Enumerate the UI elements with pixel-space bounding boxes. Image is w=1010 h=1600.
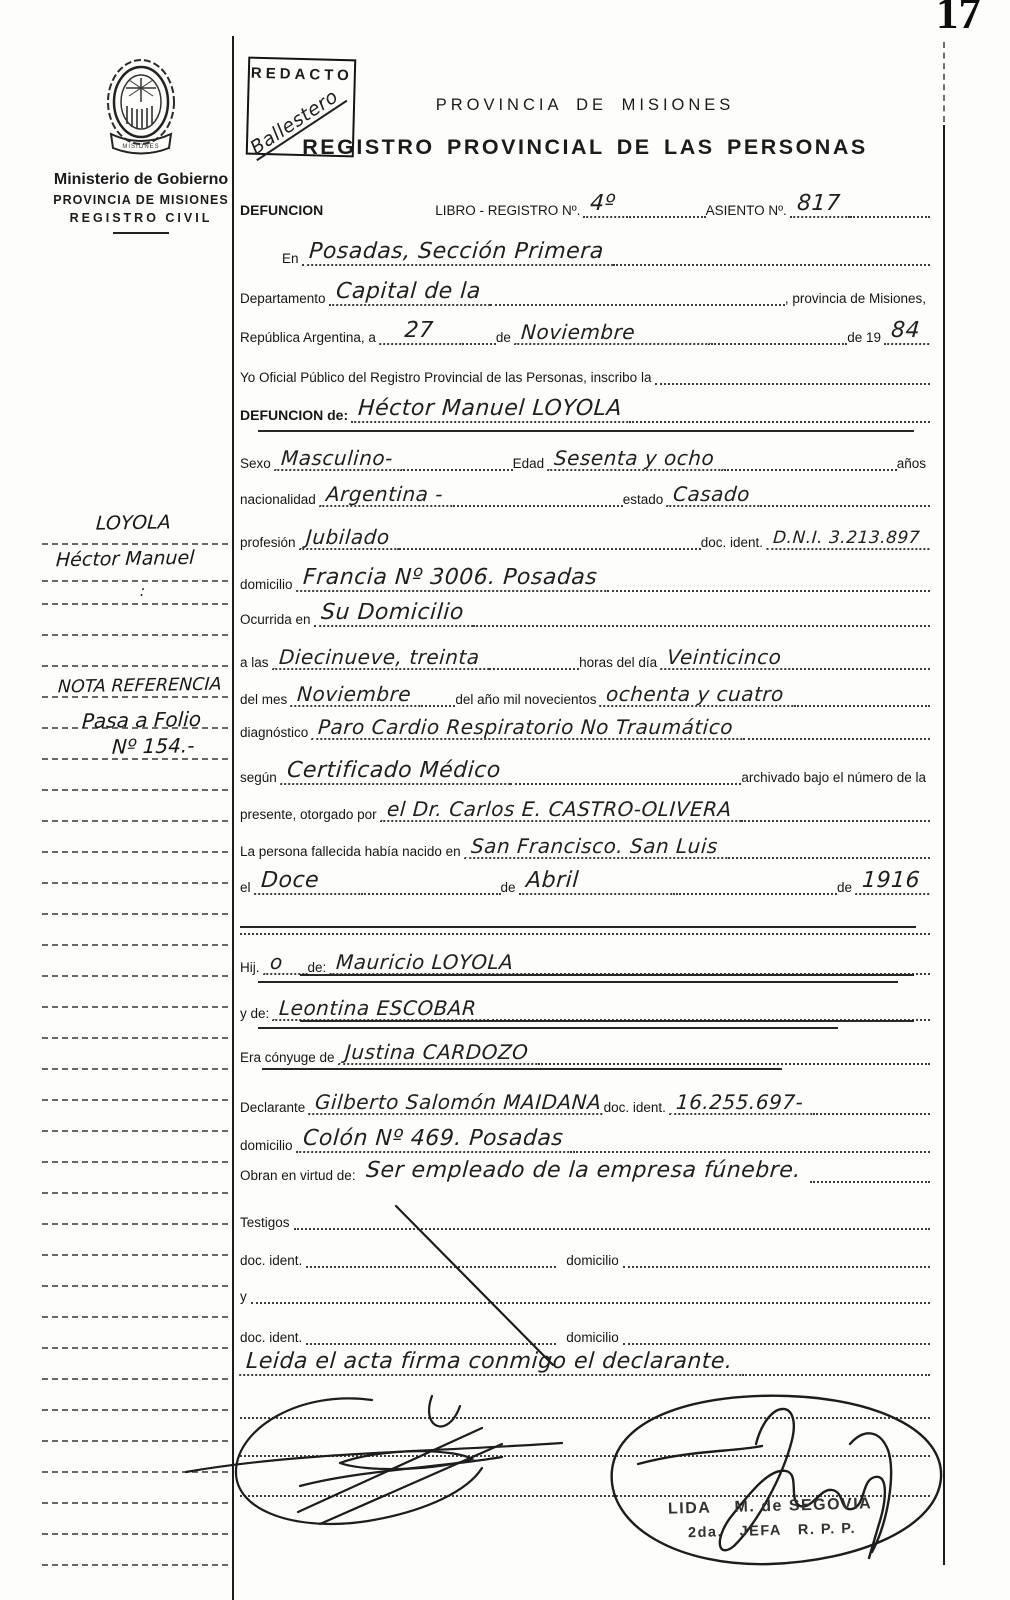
- dotted-leader: [613, 264, 930, 266]
- hijo-de-label: de:: [307, 959, 327, 975]
- dotted-leader: [306, 1266, 556, 1268]
- segun-value: Certificado Médico: [280, 760, 511, 785]
- margin-line: [42, 580, 228, 582]
- dom-declarante-label: domicilio: [240, 1137, 293, 1153]
- official-stamp-title: 2da. JEFA R. P. P.: [687, 1520, 857, 1542]
- fecha-label: República Argentina, a: [240, 329, 376, 345]
- fecha-nac-label: el: [240, 879, 251, 895]
- fecha-nac-de1: de: [500, 879, 516, 895]
- dom-declarante-value: Colón Nº 469. Posadas: [296, 1128, 574, 1153]
- dotted-leader: [251, 1302, 930, 1304]
- form-right-border-dashed: [943, 42, 945, 122]
- form-left-border: [232, 36, 234, 1600]
- margin-line: [42, 543, 228, 545]
- field-row-mes: [240, 681, 930, 707]
- declarante-doc-value: 16.255.697-: [669, 1092, 814, 1115]
- field-row-diagnostico: [240, 714, 930, 740]
- fecha-de2: de 19: [847, 329, 881, 345]
- margin-note-given-name: Héctor Manuel: [55, 546, 196, 572]
- page-number: 17: [936, 0, 981, 38]
- hora-label: a las: [240, 654, 269, 670]
- title-registry: REGISTRO PROVINCIAL DE LAS PERSONAS: [302, 135, 868, 159]
- field-row-defuncion: [240, 397, 930, 423]
- hora-value: Diecinueve, treinta: [272, 647, 490, 670]
- fecha-nac-value: Doce: [254, 870, 362, 895]
- nacionalidad-value: Argentina -: [319, 484, 454, 507]
- dotted-leader: [794, 705, 930, 707]
- dotted-leader: [361, 893, 501, 895]
- margin-line: [42, 1037, 228, 1039]
- edad-value: Sesenta y ocho: [547, 448, 725, 471]
- madre-underline-1: [300, 1020, 914, 1022]
- field-row-conyuge: [240, 1039, 930, 1065]
- padre-underline-1: [300, 974, 914, 976]
- padre-underline-2: [258, 981, 898, 983]
- dotted-leader: [462, 343, 496, 345]
- obran-value: Ser empleado de la empresa fúnebre.: [364, 1158, 802, 1183]
- margin-line: [42, 1068, 228, 1070]
- field-row-domicilio: [240, 566, 930, 592]
- margin-line: [42, 1099, 228, 1101]
- testigo1-dom-label: domicilio: [566, 1252, 619, 1268]
- departamento-suffix: , provincia de Misiones,: [784, 290, 926, 306]
- domicilio-value: Francia Nº 3006. Posadas: [296, 567, 608, 592]
- margin-line: [42, 1471, 228, 1473]
- dotted-leader: [728, 857, 930, 859]
- civil-registry-name: REGISTRO CIVIL: [69, 211, 213, 225]
- svg-text:MISIONES: MISIONES: [122, 144, 160, 150]
- official-stamp-name: LIDA M. de SEGOVIA: [667, 1495, 873, 1518]
- fecha-month: Noviembre: [514, 322, 712, 345]
- declarant-signature: [186, 1396, 562, 1524]
- diagnostico-value: Paro Cardio Respiratorio No Traumático: [312, 717, 745, 740]
- margin-note-colon: :: [139, 581, 146, 601]
- dotted-leader: [421, 705, 455, 707]
- fecha-nac-de2: de: [836, 879, 852, 895]
- margin-note-referencia: NOTA REFERENCIA: [57, 674, 223, 698]
- margin-line: [42, 1285, 228, 1287]
- mes-label: del mes: [240, 691, 288, 707]
- field-row-lugar: [240, 240, 930, 266]
- hijo-label: Hij.: [240, 959, 260, 975]
- margin-line: [42, 913, 228, 915]
- conyuge-label: Era cónyuge de: [240, 1049, 335, 1065]
- margin-line: [42, 1409, 228, 1411]
- sexo-value: Masculino-: [274, 448, 403, 471]
- nacionalidad-label: nacionalidad: [240, 491, 316, 507]
- asiento-value: 817: [790, 193, 851, 218]
- margin-line: [42, 851, 228, 853]
- form-right-border: [943, 125, 945, 1565]
- margin-line: [42, 1161, 228, 1163]
- ministry-name: Ministerio de Gobierno: [53, 171, 229, 188]
- margin-line: [42, 1316, 228, 1318]
- libro-label: LIBRO - REGISTRO Nº.: [435, 202, 581, 218]
- dotted-leader: [306, 1343, 556, 1345]
- dotted-leader: [676, 893, 837, 895]
- ocurrida-label: Ocurrida en: [240, 611, 311, 627]
- defuncion-value: Héctor Manuel LOYOLA: [351, 398, 633, 423]
- field-row-declarante: [240, 1089, 930, 1115]
- hijo-genero: o: [263, 952, 309, 975]
- departamento-label: Departamento: [240, 290, 326, 306]
- dia-value: Veinticinco: [660, 647, 792, 670]
- field-row-testigo2: [240, 1319, 930, 1345]
- dotted-leader: [724, 469, 896, 471]
- margin-line: [42, 820, 228, 822]
- field-row-conjuncion: [240, 1278, 930, 1304]
- conyuge-underline: [262, 1068, 782, 1070]
- dotted-leader: [473, 625, 930, 627]
- margin-note-surname: LOYOLA: [95, 511, 172, 535]
- presente-value: el Dr. Carlos E. CASTRO-OLIVERA: [380, 799, 742, 822]
- edad-label: Edad: [512, 455, 545, 471]
- fecha-nac-year: 1916: [855, 870, 931, 895]
- province-name: PROVINCIA DE MISIONES: [53, 193, 229, 207]
- declarante-value: Gilberto Salomón MAIDANA: [308, 1092, 604, 1115]
- dotted-leader: [490, 304, 785, 306]
- margin-note-folio-numero: Nº 154.-: [111, 733, 196, 759]
- blank-dotted-line: [240, 1455, 930, 1457]
- letterhead-rule: [113, 232, 169, 234]
- field-row-domicilio-declarante: [240, 1127, 930, 1153]
- field-row-testigo1: [240, 1242, 930, 1268]
- separator-solid-line: [240, 926, 916, 928]
- declarante-doc-label: doc. ident.: [603, 1099, 666, 1115]
- field-row-padre: [240, 949, 930, 975]
- dotted-leader: [626, 216, 706, 218]
- doc-ident-value: D.N.I. 3.213.897: [766, 530, 930, 550]
- presente-label: presente, otorgado por: [240, 806, 377, 822]
- blank-dotted-line: [240, 1417, 930, 1419]
- dotted-leader: [403, 469, 513, 471]
- margin-line: [42, 603, 228, 605]
- departamento-value: Capital de la: [329, 281, 491, 306]
- lugar-label: En: [282, 250, 299, 266]
- field-row-profesion: [240, 524, 930, 550]
- official-signature: [612, 1396, 941, 1564]
- margin-line: [42, 1223, 228, 1225]
- provincial-coat-of-arms: [98, 58, 184, 160]
- field-row-madre: [240, 995, 930, 1021]
- margin-line: [42, 1347, 228, 1349]
- dotted-leader: [813, 1113, 930, 1115]
- field-row-segun: [240, 759, 930, 785]
- ocurrida-value: Su Domicilio: [314, 602, 474, 627]
- dotted-leader: [760, 505, 930, 507]
- dotted-leader: [810, 1181, 930, 1183]
- redacto-stamp-title: REDACTO: [250, 64, 354, 85]
- madre-label: y de:: [240, 1005, 270, 1021]
- dotted-leader: [294, 1228, 930, 1230]
- dotted-leader: [623, 1266, 930, 1268]
- testigo2-doc-label: doc. ident.: [240, 1329, 303, 1345]
- margin-line: [42, 1130, 228, 1132]
- field-row-departamento: [240, 280, 930, 306]
- dotted-leader: [623, 1343, 930, 1345]
- separator-dotted-line: [240, 933, 930, 935]
- dotted-leader: [743, 738, 930, 740]
- diagnostico-label: diagnóstico: [240, 724, 309, 740]
- profesion-label: profesión: [240, 534, 296, 550]
- field-row-inscribo: [240, 359, 930, 385]
- domicilio-label: domicilio: [240, 576, 293, 592]
- declarante-label: Declarante: [240, 1099, 306, 1115]
- margin-line: [42, 1254, 228, 1256]
- defuncion-label: DEFUNCION de:: [240, 407, 349, 423]
- madre-underline-2: [258, 1027, 838, 1029]
- dotted-leader: [538, 1063, 930, 1065]
- estado-label: estado: [622, 491, 664, 507]
- margin-line: [42, 944, 228, 946]
- field-row-cierre: [240, 1350, 930, 1376]
- field-row-sexo: [240, 445, 930, 471]
- field-row-obran: [240, 1157, 930, 1183]
- anio-label: del año mil novecientos: [455, 691, 597, 707]
- nacimiento-label: La persona fallecida había nacido en: [240, 843, 461, 859]
- margin-line: [42, 975, 228, 977]
- dotted-leader: [850, 216, 930, 218]
- dotted-leader: [607, 590, 930, 592]
- field-row-fecha: [240, 319, 930, 345]
- asiento-label: ASIENTO Nº.: [705, 202, 787, 218]
- field-row-testigos: [240, 1204, 930, 1230]
- fecha-de1: de: [495, 329, 511, 345]
- margin-line: [42, 789, 228, 791]
- anio-value: ochenta y cuatro: [600, 684, 795, 707]
- letterhead: [46, 58, 236, 234]
- fecha-year: 84: [884, 320, 931, 345]
- segun-label: según: [240, 769, 277, 785]
- redactor-signature: Ballestero: [246, 84, 348, 161]
- margin-line: [42, 1192, 228, 1194]
- field-row-nacionalidad: [240, 481, 930, 507]
- dotted-leader: [742, 1374, 930, 1376]
- conjuncion-label: y: [240, 1288, 247, 1304]
- dotted-leader: [711, 343, 847, 345]
- margin-line: [42, 1378, 228, 1380]
- margin-line: [42, 634, 228, 636]
- inscribo-label: Yo Oficial Público del Registro Provincial de las Personas, inscribo la: [240, 369, 652, 385]
- field-row-presente: [240, 796, 930, 822]
- margin-line: [42, 1006, 228, 1008]
- margin-line: [42, 1502, 228, 1504]
- estado-value: Casado: [666, 484, 760, 507]
- margin-line: [42, 1440, 228, 1442]
- profesion-value: Jubilado: [299, 527, 400, 550]
- field-row-fecha-nacimiento: [240, 869, 930, 895]
- dotted-leader: [489, 668, 579, 670]
- title-province: PROVINCIA DE MISIONES: [435, 96, 735, 114]
- lugar-value: Posadas, Sección Primera: [302, 241, 614, 266]
- dotted-leader: [792, 668, 930, 670]
- dotted-leader: [632, 421, 930, 423]
- margin-line: [42, 1564, 228, 1566]
- record-type-label: DEFUNCION: [240, 202, 324, 218]
- obran-label: Obran en virtud de:: [240, 1167, 356, 1183]
- padre-value: Mauricio LOYOLA: [329, 952, 524, 975]
- margin-line: [42, 1533, 228, 1535]
- conyuge-value: Justina CARDOZO: [338, 1042, 539, 1065]
- field-row-ocurrida: [240, 601, 930, 627]
- cierre-value: Leida el acta firma conmigo el declarante.: [239, 1351, 743, 1376]
- testigo2-dom-label: domicilio: [566, 1329, 619, 1345]
- madre-value: Leontina ESCOBAR: [272, 998, 487, 1021]
- margin-line: [42, 882, 228, 884]
- field-row-hora: [240, 644, 930, 670]
- field-row-nacimiento: [240, 833, 930, 859]
- margin-note-pasa-folio: Pasa a Folio: [81, 706, 202, 734]
- testigos-label: Testigos: [240, 1214, 290, 1230]
- dotted-leader: [399, 548, 701, 550]
- dotted-leader: [453, 505, 623, 507]
- mes-value: Noviembre: [290, 684, 422, 707]
- dotted-leader: [573, 1151, 930, 1153]
- dotted-leader: [655, 383, 930, 385]
- dotted-leader: [741, 820, 930, 822]
- libro-value: 4º: [584, 193, 627, 218]
- fecha-day: 27: [379, 320, 463, 345]
- fecha-nac-month: Abril: [519, 870, 677, 895]
- margin-line: [42, 665, 228, 667]
- dia-label: horas del día: [579, 654, 658, 670]
- defuncion-underline: [258, 430, 914, 432]
- testigo1-doc-label: doc. ident.: [240, 1252, 303, 1268]
- anos-suffix: años: [896, 455, 926, 471]
- dotted-leader: [510, 783, 741, 785]
- segun-suffix: archivado bajo el número de la: [741, 769, 926, 785]
- nacimiento-value: San Francisco. San Luis: [464, 836, 728, 859]
- doc-ident-label: doc. ident.: [700, 534, 764, 550]
- record-header-row: [240, 192, 930, 218]
- sexo-label: Sexo: [240, 455, 271, 471]
